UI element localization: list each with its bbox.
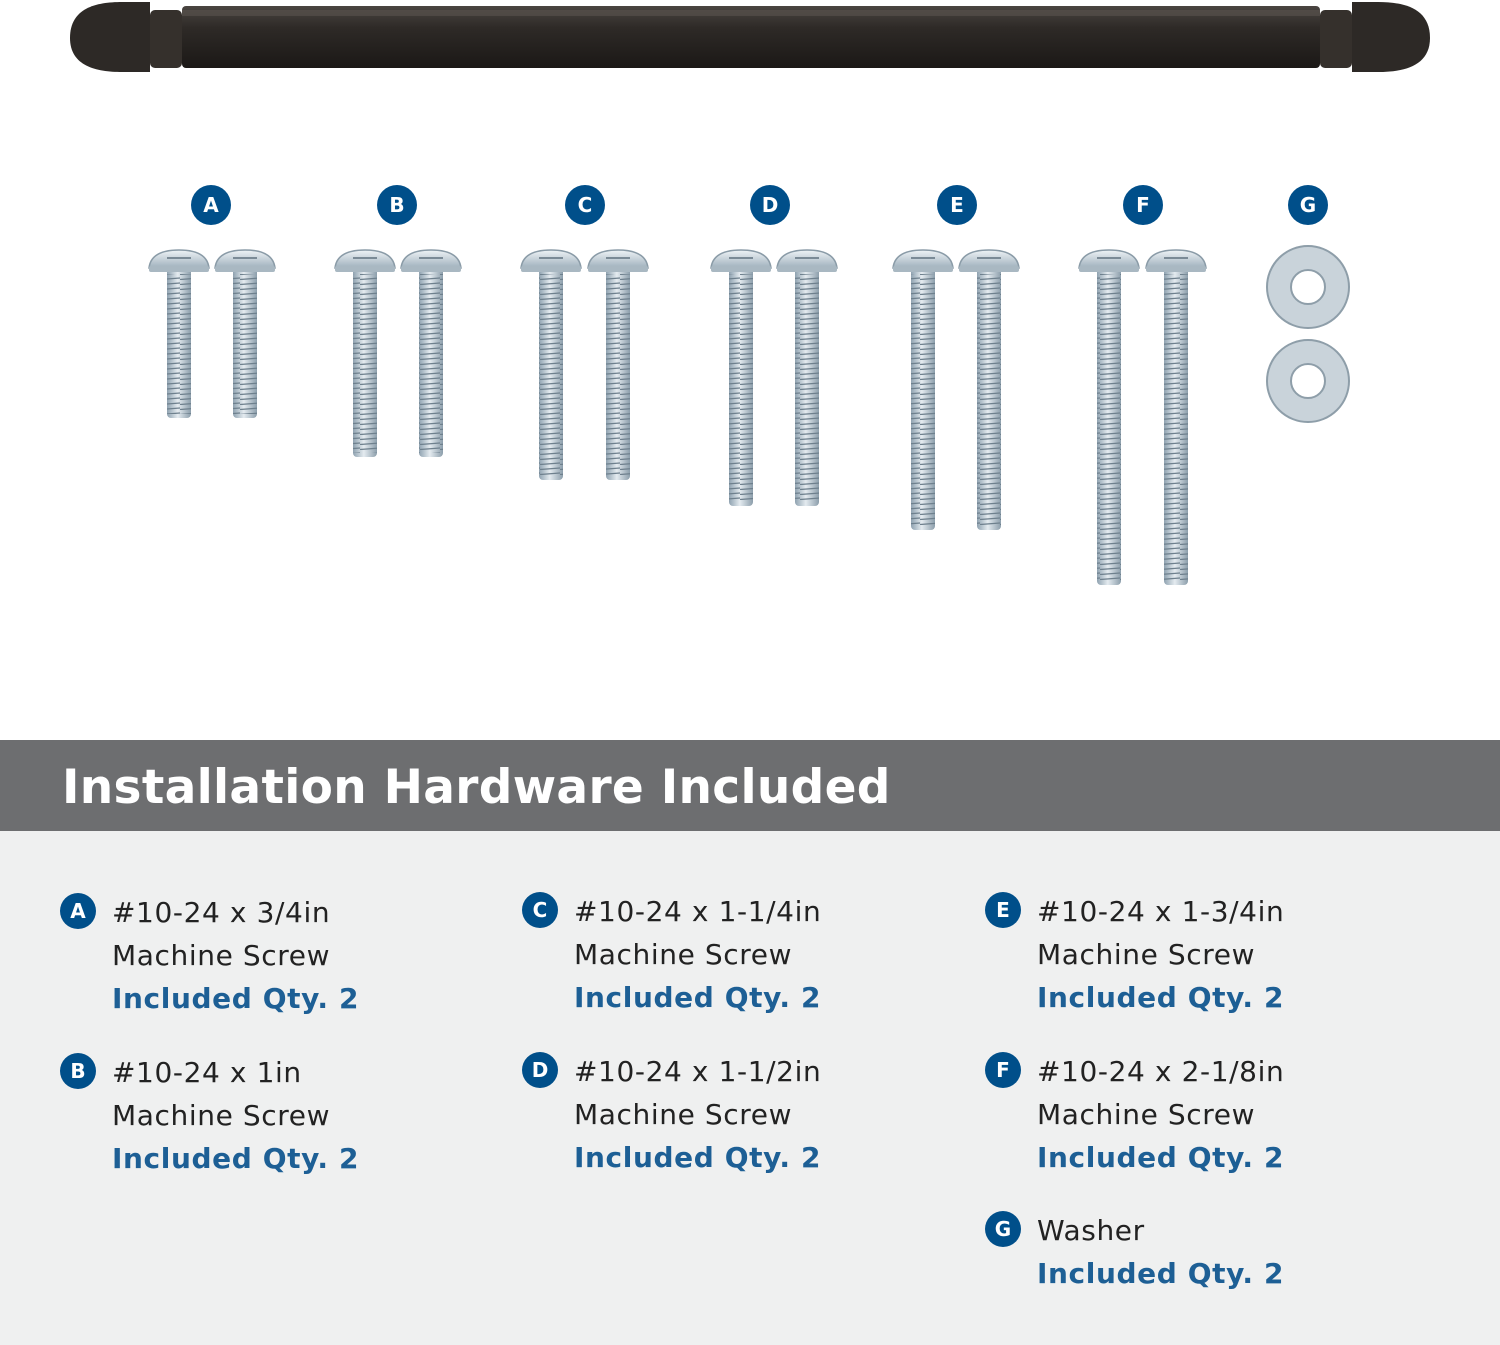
screw-icon <box>959 250 1019 530</box>
item-quantity: Included Qty. 2 <box>574 981 822 1014</box>
item-quantity: Included Qty. 2 <box>112 1142 360 1175</box>
item-type: Machine Screw <box>574 1098 793 1131</box>
item-quantity: Included Qty. 2 <box>1037 1141 1285 1174</box>
photo-letter-badge <box>377 185 417 225</box>
item-description <box>1037 890 1284 1019</box>
screw-icon <box>149 250 209 418</box>
letter-badge: D <box>522 1052 558 1088</box>
cabinet-pull <box>70 2 1430 72</box>
item-size: #10-24 x 2-1/8in <box>1037 1055 1285 1088</box>
letter-badge: C <box>522 892 558 928</box>
item-type: Washer <box>1037 1214 1145 1247</box>
item-type: Machine Screw <box>1037 938 1256 971</box>
screw-icon <box>588 250 648 480</box>
screw-icon <box>335 250 395 457</box>
item-description <box>112 891 359 1020</box>
item-size: #10-24 x 1-3/4in <box>1037 895 1285 928</box>
photo-letter-badge <box>750 185 790 225</box>
item-description <box>1037 1209 1284 1295</box>
letter-badge: G <box>985 1211 1021 1247</box>
item-type: Machine Screw <box>112 1099 331 1132</box>
photo-letter-badge <box>565 185 605 225</box>
item-size: #10-24 x 1in <box>112 1056 302 1089</box>
screw-icon <box>1079 250 1139 585</box>
item-type: Machine Screw <box>112 939 331 972</box>
item-quantity: Included Qty. 2 <box>1037 981 1285 1014</box>
section-title: Installation Hardware Included <box>62 760 891 815</box>
photo-letter: F <box>1136 193 1150 217</box>
screw-icon <box>521 250 581 480</box>
photo-letter: E <box>950 193 964 217</box>
screw-icon <box>215 250 275 418</box>
letter-badge: B <box>60 1053 96 1089</box>
photo-letter: B <box>389 193 405 217</box>
photo-letter-badge <box>191 185 231 225</box>
item-description <box>574 890 821 1019</box>
screw-icon <box>711 250 771 506</box>
item-size: #10-24 x 1-1/4in <box>574 895 822 928</box>
photo-letter: A <box>203 193 219 217</box>
item-quantity: Included Qty. 2 <box>112 982 360 1015</box>
item-size: #10-24 x 1-1/2in <box>574 1055 822 1088</box>
screws-group <box>149 250 1206 585</box>
screw-icon <box>401 250 461 457</box>
item-type: Machine Screw <box>1037 1098 1256 1131</box>
photo-letter: D <box>761 193 779 217</box>
photo-letter: G <box>1299 193 1317 217</box>
letter-badge: F <box>985 1052 1021 1088</box>
item-description <box>574 1050 821 1179</box>
letter-badge: E <box>985 892 1021 928</box>
photo-letter-badge <box>937 185 977 225</box>
item-description <box>112 1051 359 1180</box>
washer-icon <box>1267 246 1349 328</box>
letter-badge: A <box>60 893 96 929</box>
screw-icon <box>1146 250 1206 585</box>
screw-icon <box>893 250 953 530</box>
photo-letter-badge <box>1288 185 1328 225</box>
item-type: Machine Screw <box>574 938 793 971</box>
item-description <box>1037 1050 1284 1179</box>
item-quantity: Included Qty. 2 <box>1037 1257 1285 1290</box>
item-quantity: Included Qty. 2 <box>574 1141 822 1174</box>
washer-icon <box>1267 340 1349 422</box>
washer-set <box>1267 246 1349 422</box>
photo-letter-badge <box>1123 185 1163 225</box>
photo-letter-badges <box>191 185 1328 225</box>
item-size: #10-24 x 3/4in <box>112 896 331 929</box>
screw-icon <box>777 250 837 506</box>
photo-letter: C <box>577 193 593 217</box>
